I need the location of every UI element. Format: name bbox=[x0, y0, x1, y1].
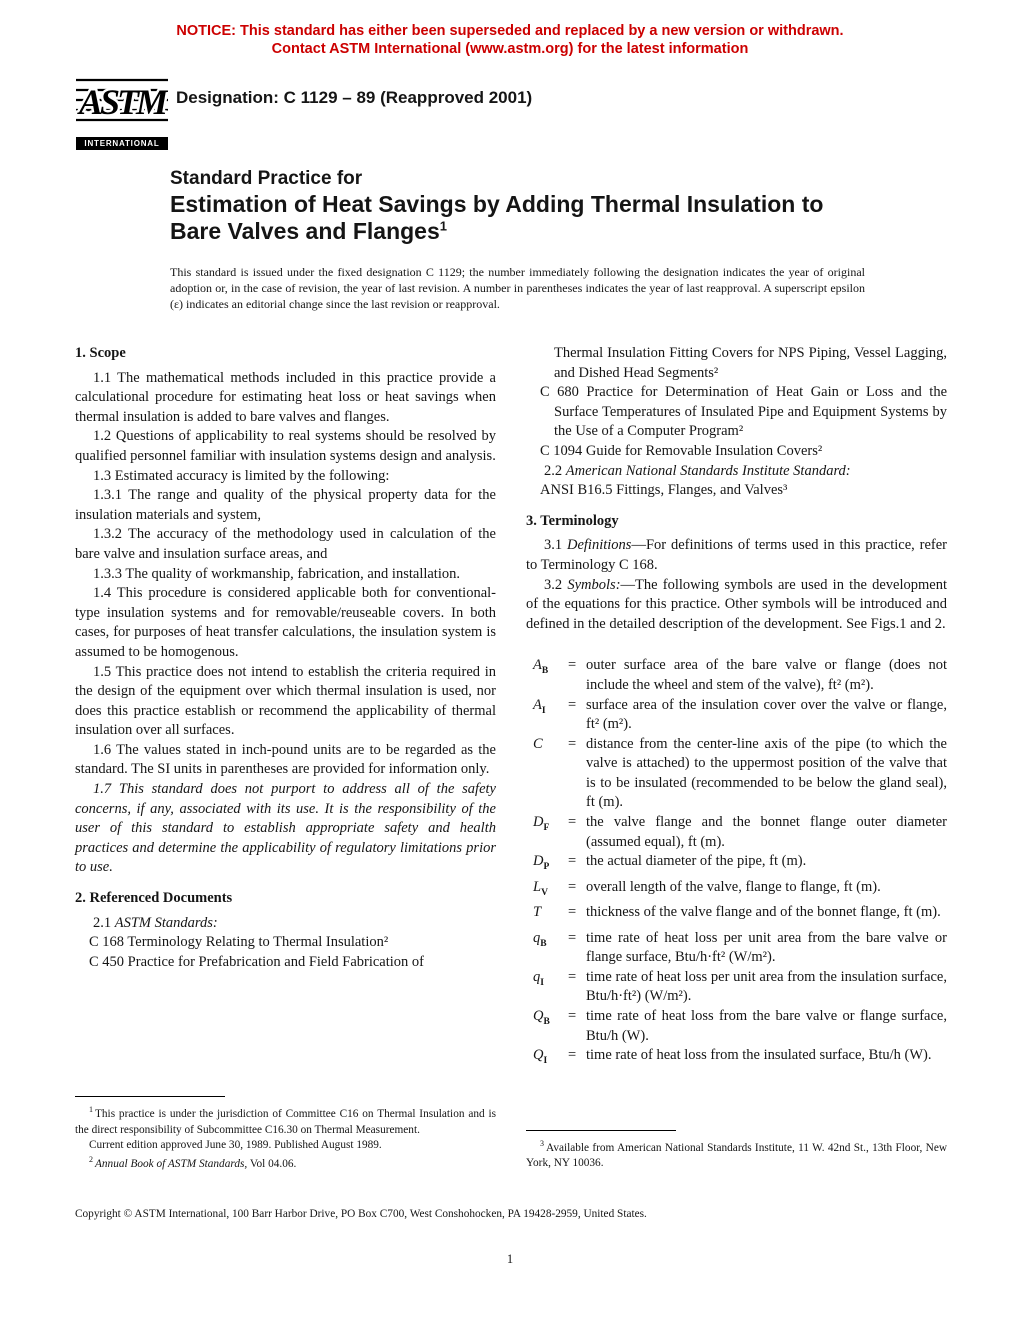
para-2-1-title: ASTM Standards: bbox=[114, 914, 218, 931]
symbol-definition: distance from the center-line axis of the pipe (to which the valve is attached) to the uppermost position of the valve that is to be insulated (recommended to be below the gland seal), ft (m). bbox=[586, 735, 947, 811]
equals-sign: = bbox=[568, 735, 577, 752]
ref-c450-continued: Thermal Insulation Fitting Covers for NPS Piping, Vessel Lagging, and Dished Head Segments² bbox=[554, 345, 947, 381]
symbol-definition: time rate of heat loss per unit area from the insulation surface, Btu/h·ft²) (W/m²). bbox=[586, 968, 947, 1005]
symbol-name: T bbox=[533, 904, 542, 921]
symbol-definition: outer surface area of the bare valve or flange (does not include the wheel and stem of the valve), ft² (m²). bbox=[586, 657, 947, 693]
symbol-definition: surface area of the insulation cover over the valve or flange, ft² (m²). bbox=[586, 696, 947, 733]
title-kind: Standard Practice for bbox=[170, 168, 363, 189]
symbol-definition: the actual diameter of the pipe, ft (m). bbox=[586, 853, 807, 870]
astm-logo bbox=[76, 74, 168, 150]
symbol-definition: thickness of the valve flange and of the bonnet flange, ft (m). bbox=[586, 904, 941, 921]
symbol-row-dp bbox=[526, 852, 947, 877]
equals-sign: = bbox=[568, 1047, 577, 1064]
symbol-row-qb-lower bbox=[526, 929, 947, 968]
para-1-4: 1.4 This procedure is considered applicable both for conventional-type insulation systems and for removable/reuseable covers. In both cases, for purposes of heat transfer calculations, the insulation system is assumed to be homogenous. bbox=[75, 585, 496, 660]
ref-c450: C 450 Practice for Prefabrication and Field Fabrication of bbox=[89, 953, 425, 970]
para-1-3-1: 1.3.1 The range and quality of the physical property data for the insulation materials and system, bbox=[75, 487, 496, 523]
symbol-name: $L_V$ bbox=[533, 878, 548, 898]
para-3-2-text: —The following symbols are used in the development of the equations for this practice. Other symbols will be introduced and defined in the detailed description of the development. See Figs.1 and 2. bbox=[526, 576, 948, 632]
symbol-name: $A_I$ bbox=[533, 696, 546, 716]
equals-sign: = bbox=[568, 696, 577, 713]
para-1-2: 1.2 Questions of applicability to real systems should be resolved by qualified personnel familiar with insulation systems design and analysis. bbox=[75, 428, 496, 464]
symbol-row-df bbox=[526, 813, 947, 852]
para-1-7: 1.7 This standard does not purport to address all of the safety concerns, if any, associated with its use. It is the responsibility of the user of this standard to establish appropriate safety and health practices and determine the applicability of regulatory limitations prior to use. bbox=[75, 781, 496, 876]
symbol-name: $q_B$ bbox=[533, 929, 547, 949]
symbol-name: $D_F$ bbox=[533, 814, 550, 833]
ref-c680: C 680 Practice for Determination of Heat Gain or Loss and the Surface Temperatures of Insulated Pipe and Equipment Systems by the Use of a Computer Program² bbox=[540, 384, 947, 440]
para-1-3: 1.3 Estimated accuracy is limited by the following: bbox=[93, 467, 390, 484]
para-1-3-3: 1.3.3 The quality of workmanship, fabrication, and installation. bbox=[93, 565, 460, 582]
symbol-name: $Q_B$ bbox=[533, 1008, 550, 1027]
para-3-1-number: 3.1 bbox=[544, 537, 563, 554]
page-number: 1 bbox=[506, 1252, 514, 1266]
section-heading-scope: 1. Scope bbox=[75, 345, 126, 361]
ref-c1094: C 1094 Guide for Removable Insulation Covers² bbox=[540, 442, 823, 459]
para-3-2-number: 3.2 bbox=[544, 576, 563, 593]
equals-sign: = bbox=[568, 1008, 577, 1025]
two-column-body bbox=[75, 344, 947, 1172]
astm-logo-letters: ASTM bbox=[78, 82, 166, 122]
title-footnote-marker: 1 bbox=[439, 218, 447, 234]
copyright-line: Copyright © ASTM International, 100 Barr Harbor Drive, PO Box C700, West Conshohocken, PA 19428-2959, United States. bbox=[75, 1208, 647, 1220]
para-3-2-term: Symbols: bbox=[567, 576, 621, 593]
footnote-rule bbox=[75, 1096, 225, 1097]
para-2-2-title: American National Standards Institute Standard: bbox=[565, 462, 851, 479]
footnote-2-marker: 2 bbox=[89, 1154, 93, 1164]
symbol-definition: the valve flange and the bonnet flange outer diameter (assumed equal), ft (m). bbox=[586, 814, 947, 850]
footnote-2 bbox=[75, 1154, 496, 1172]
ref-c168: C 168 Terminology Relating to Thermal Insulation² bbox=[89, 934, 389, 951]
left-column bbox=[75, 344, 496, 1172]
equals-sign: = bbox=[568, 878, 577, 895]
symbols-list bbox=[526, 656, 947, 1071]
symbol-definition: time rate of heat loss per unit area from the bare valve or flange surface, Btu/h·ft² (W/m²). bbox=[586, 929, 947, 966]
footnote-2-book-title: Annual Book of ASTM Standards, bbox=[95, 1157, 248, 1170]
title-main-text: Estimation of Heat Savings by Adding Thermal Insulation to Bare Valves and Flanges bbox=[170, 190, 824, 244]
symbol-row-t bbox=[526, 903, 947, 928]
symbol-name: $q_I$ bbox=[533, 968, 544, 988]
symbol-definition: time rate of heat loss from the bare valve or flange surface, Btu/h (W). bbox=[586, 1008, 947, 1044]
symbol-row-qi-lower bbox=[526, 968, 947, 1007]
notice-line-2: Contact ASTM International (www.astm.org) for the latest information bbox=[271, 41, 749, 58]
symbol-name: $D_P$ bbox=[533, 853, 550, 873]
para-2-1 bbox=[75, 914, 496, 934]
symbol-row-qb-upper bbox=[526, 1007, 947, 1046]
left-footnotes bbox=[75, 1096, 496, 1172]
para-1-6: 1.6 The values stated in inch-pound units are to be regarded as the standard. The SI units in parentheses are provided for information only. bbox=[75, 741, 496, 778]
para-3-1 bbox=[526, 536, 947, 575]
ref-ansi-b16-5: ANSI B16.5 Fittings, Flanges, and Valves³ bbox=[540, 482, 788, 499]
para-1-5: 1.5 This practice does not intend to establish the criteria required in the design of the equipment over which thermal insulation is used, nor does this practice establish or recommend the applicability of thermal insulation over all surfaces. bbox=[75, 663, 496, 739]
symbol-row-ab bbox=[526, 656, 947, 695]
astm-logo-graphic bbox=[76, 74, 168, 130]
para-1-3-2: 1.3.2 The accuracy of the methodology used in calculation of the bare valve and insulation surface areas, and bbox=[75, 526, 496, 562]
symbol-row-qi-upper bbox=[526, 1046, 947, 1071]
footnote-rule bbox=[526, 1130, 676, 1131]
designation-text: Designation: C 1129 – 89 (Reapproved 2001) bbox=[176, 88, 533, 107]
equals-sign: = bbox=[568, 657, 577, 674]
preamble-text: This standard is issued under the fixed designation C 1129; the number immediately following the designation indicates the year of original adoption or, in the case of revision, the year of last revision. A number in parentheses indicates the year of last reapproval. A superscript epsilon (ε) indicates an editorial change since the last revision or reapproval. bbox=[170, 265, 865, 312]
document-title bbox=[170, 168, 876, 245]
symbol-definition: overall length of the valve, flange to flange, ft (m). bbox=[586, 878, 881, 895]
footnote-1-marker: 1 bbox=[89, 1105, 93, 1115]
equals-sign: = bbox=[568, 853, 577, 870]
equals-sign: = bbox=[568, 968, 577, 985]
footnote-3-marker: 3 bbox=[540, 1139, 544, 1149]
symbol-row-c bbox=[526, 735, 947, 813]
equals-sign: = bbox=[568, 929, 577, 946]
para-3-1-text: —For definitions of terms used in this practice, refer to Terminology C 168. bbox=[526, 537, 947, 573]
footnote-1-continued: Current edition approved June 30, 1989. Published August 1989. bbox=[89, 1139, 382, 1152]
footnote-3-text: Available from American National Standards Institute, 11 W. 42nd St., 13th Floor, New York, NY 10036. bbox=[526, 1141, 947, 1170]
section-heading-terminology: 3. Terminology bbox=[526, 512, 619, 529]
symbol-definition: time rate of heat loss from the insulated surface, Btu/h (W). bbox=[586, 1047, 932, 1064]
symbol-name: C bbox=[533, 735, 543, 752]
footnote-2-rest: Vol 04.06. bbox=[247, 1157, 297, 1170]
para-3-1-term: Definitions bbox=[567, 537, 632, 554]
symbol-name: $A_B$ bbox=[533, 657, 549, 677]
equals-sign: = bbox=[568, 814, 577, 831]
superseded-notice-banner bbox=[55, 22, 965, 58]
para-3-2 bbox=[526, 576, 947, 635]
footnote-1 bbox=[75, 1104, 496, 1138]
right-footnotes bbox=[526, 1130, 947, 1172]
para-2-1-number: 2.1 bbox=[93, 914, 112, 931]
symbol-row-ai bbox=[526, 696, 947, 735]
footnote-3 bbox=[526, 1138, 947, 1172]
para-1-1: 1.1 The mathematical methods included in this practice provide a calculational procedure for estimating heat loss or heat savings when thermal insulation is added to bare valves and flanges. bbox=[75, 369, 496, 425]
section-heading-referenced-documents: 2. Referenced Documents bbox=[75, 890, 233, 907]
notice-line-1: NOTICE: This standard has either been superseded and replaced by a new version or withdrawn. bbox=[176, 23, 844, 39]
equals-sign: = bbox=[568, 904, 577, 921]
para-2-2-number: 2.2 bbox=[544, 462, 563, 479]
right-column bbox=[526, 344, 947, 1172]
footnote-1-text: This practice is under the jurisdiction of Committee C16 on Thermal Insulation and is the direct responsibility of Subcommittee C16.30 on Thermal Measurement. bbox=[75, 1107, 496, 1136]
symbol-row-lv bbox=[526, 878, 947, 903]
para-2-2 bbox=[526, 462, 947, 482]
title-main bbox=[170, 191, 876, 245]
symbol-name: $Q_I$ bbox=[533, 1047, 548, 1067]
logo-international-label: INTERNATIONAL bbox=[76, 137, 168, 150]
